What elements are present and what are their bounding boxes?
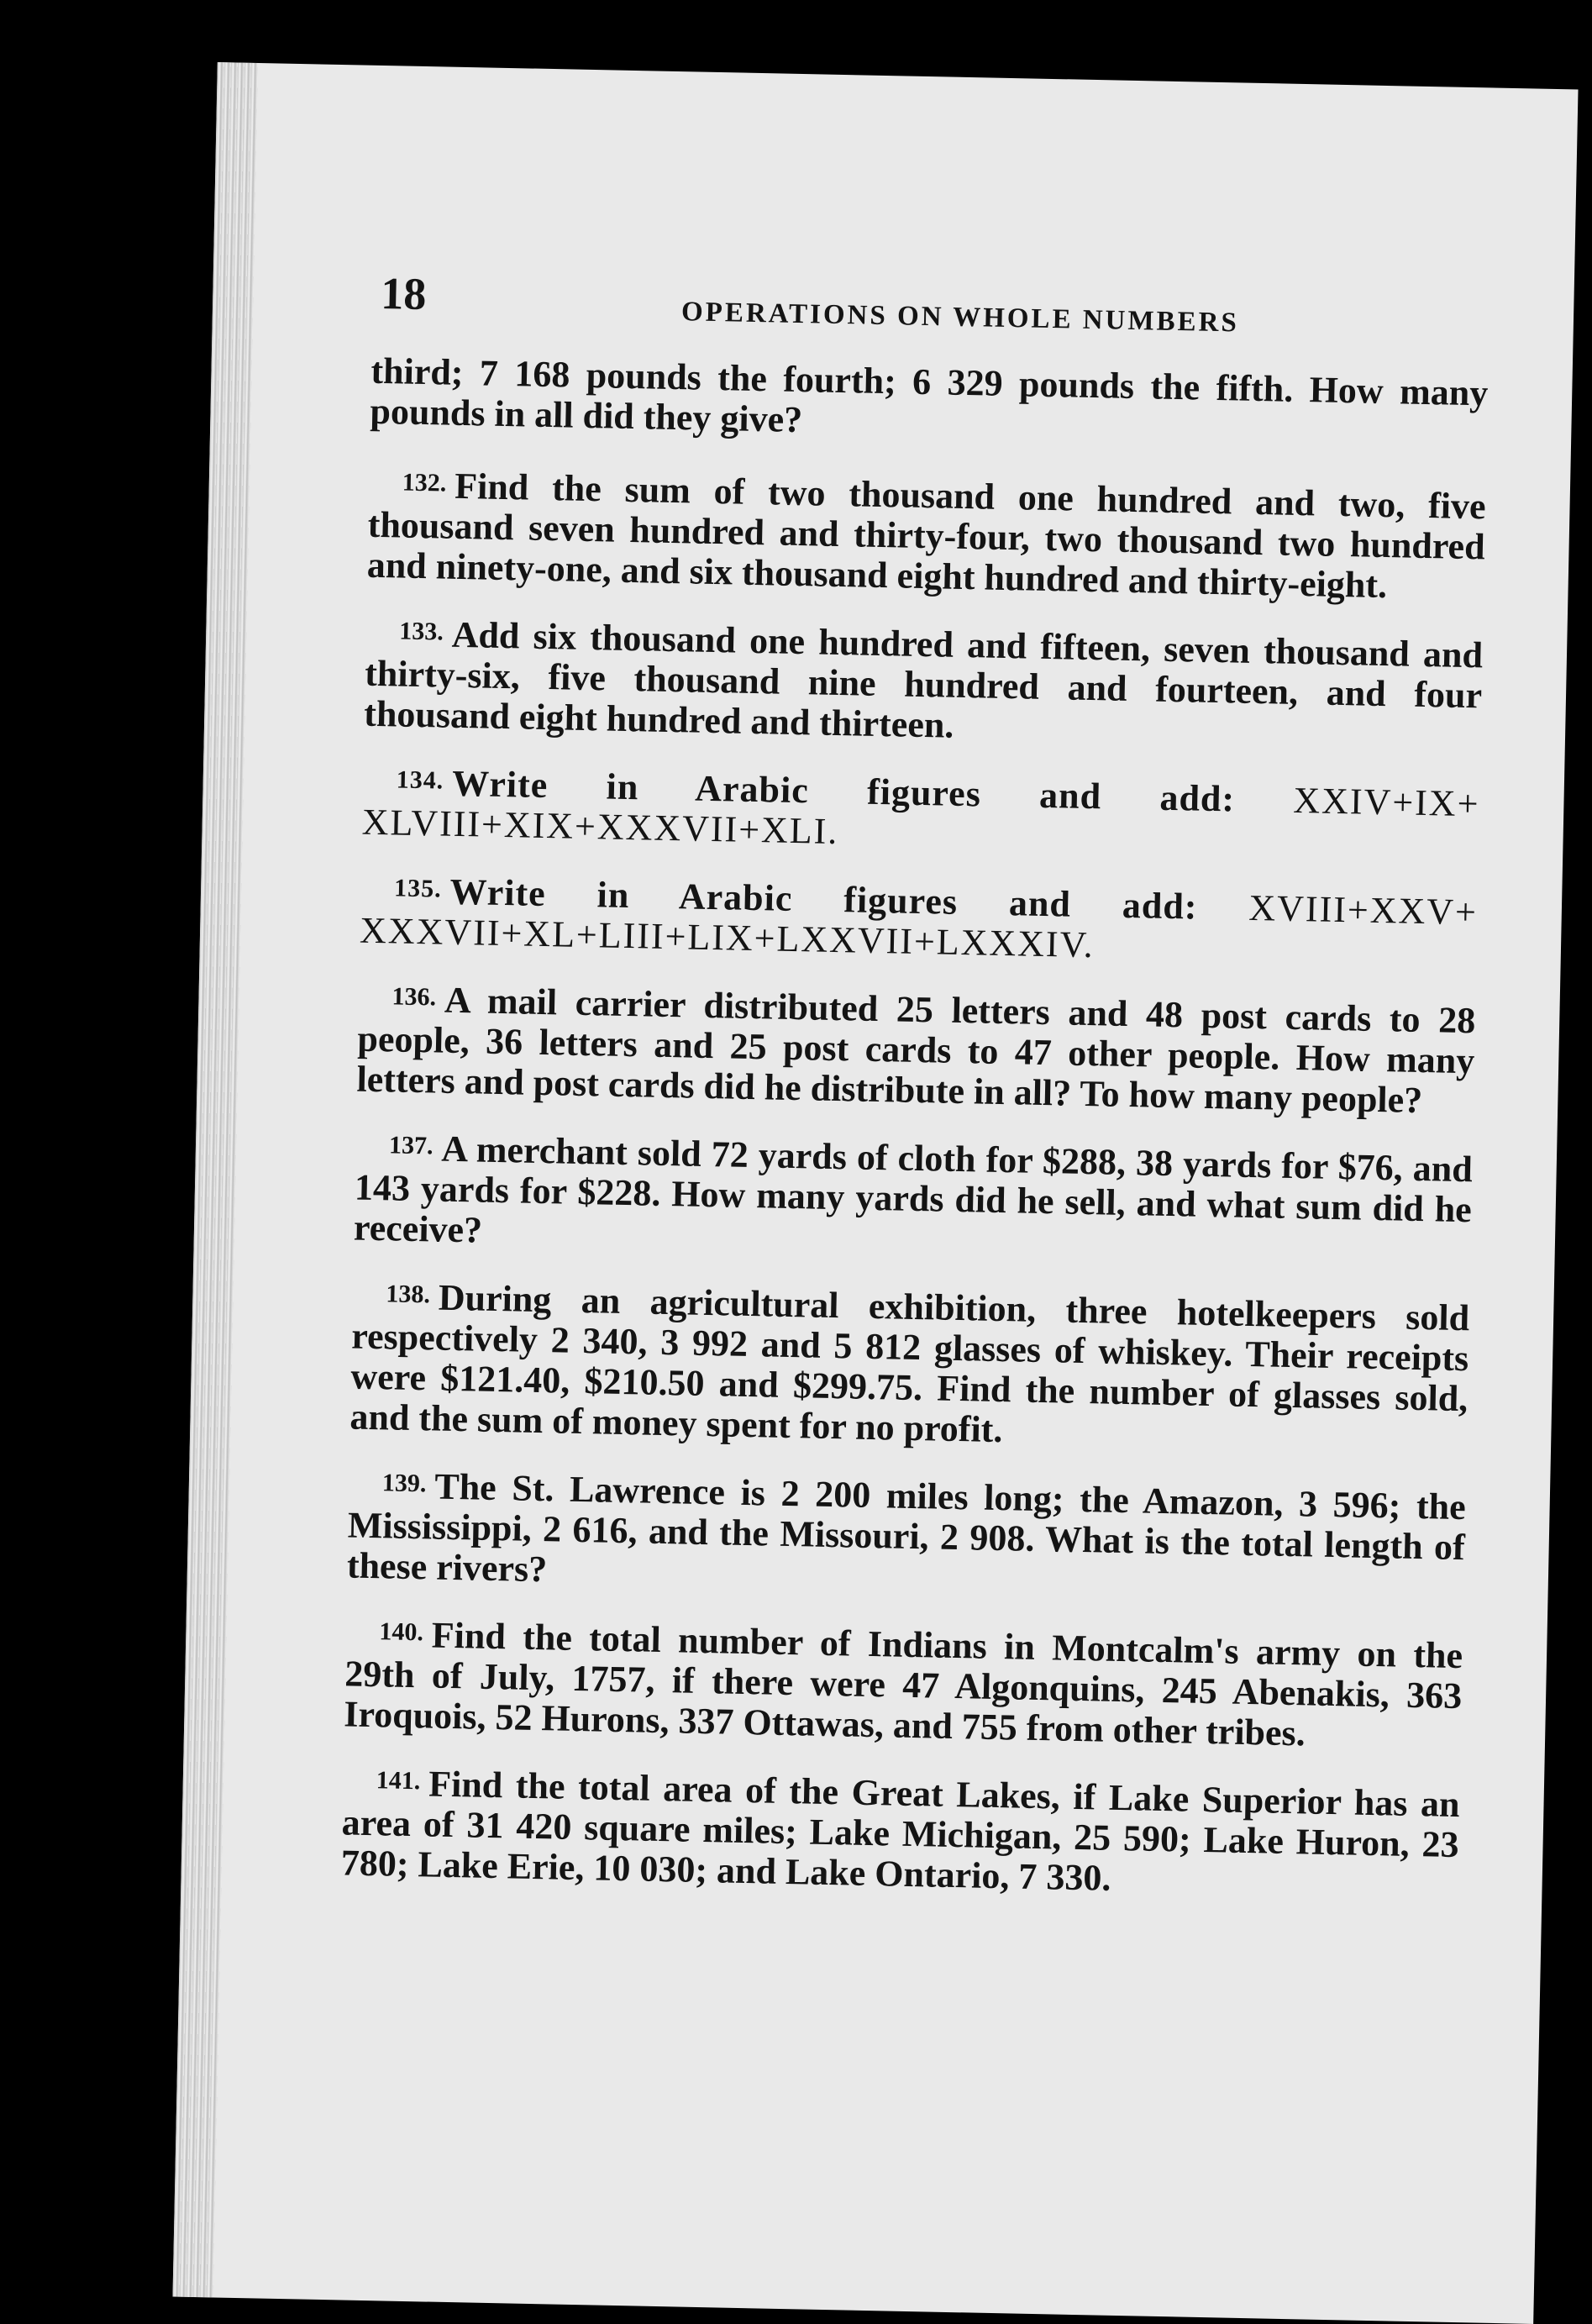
problem-text: Find the total area of the Great Lakes, if Lake Superior has an area of 31 420 square miles; Lake Michigan, 25 590; Lake Huron, 23 780; Lake Erie, 10 030; and Lake Ontario, 7 330. [340,1763,1461,1899]
problem-text: The St. Lawrence is 2 200 miles long; the Amazon, 3 596; the Mississippi, 2 616, and the Missouri, 2 908. What is the total length of these rivers? [346,1465,1467,1591]
problem-139 [346,1462,1466,1608]
problem-number: 140. [379,1617,424,1647]
problem-number: 137. [388,1131,433,1160]
problem-135 [360,868,1479,974]
problem-text: A merchant sold 72 yards of cloth for $288, 38 yards for $76, and 143 yards for $228. How many yards did he sell, and what sum did he receive? [353,1128,1474,1251]
problem-133 [364,611,1484,757]
problem-number: 133. [398,617,444,646]
problem-number: 135. [393,874,442,903]
problem-132 [366,462,1486,608]
problem-text: Find the sum of two thousand one hundred and two, five thousand seven hundred and thirty-four, two thousand two hundred and ninety-one, and six thousand eight hundred and thirty-eight. [366,465,1487,607]
problem-134 [361,760,1480,865]
page-body [340,351,1489,1931]
page-number: 18 [380,267,427,320]
running-head: OPERATIONS ON WHOLE NUMBERS [680,297,1240,339]
problem-text: A mail carrier distributed 25 letters and 48 post cards to 28 people, 36 letters and 25 post cards to 47 other people. How many letters and post cards did he distribute in all? To how many people? [356,979,1476,1122]
page-binding-edge [172,62,257,2297]
continued-problem-text: third; 7 168 pounds the fourth; 6 329 pounds the fifth. How many pounds in all did they give? [370,350,1489,441]
problem-137 [354,1125,1474,1271]
problem-140 [344,1611,1463,1757]
problem-136 [356,976,1476,1123]
roman-numeral-expression: XXIV+IX+ XLVIII+XIX+XXXVII+XLI. [361,779,1480,853]
page-header [380,267,1540,358]
problem-text: During an agricultural exhibition, three hotelkeepers sold respectively 2 340, 3 992 and 5 812 glasses of whiskey. Their receipts were $121.40, $210.50 and $299.75. Find the number of glasses sold, and the sum of money spent for no profit. [349,1276,1470,1451]
problem-text: Write in Arabic figures and add: [449,870,1198,928]
problem-number: 134. [396,765,444,795]
roman-numeral-expression: XVIII+XXV+ XXXVII+XL+LIII+LIX+LXXVII+LXXXIV. [359,886,1479,966]
problem-number: 132. [402,468,447,497]
problem-text: Find the total number of Indians in Montcalm's army on the 29th of July, 1757, if there were 47 Algonquins, 245 Abenakis, 363 Iroquois, 52 Hurons, 337 Ottawas, and 755 from other tribes. [343,1614,1463,1754]
problem-141 [340,1759,1460,1906]
problem-number: 136. [391,982,437,1012]
problem-number: 138. [386,1280,431,1309]
book-page [172,62,1578,2324]
problem-number: 141. [376,1766,421,1796]
problem-138 [349,1274,1470,1460]
problem-text: Add six thousand one hundred and fifteen, seven thousand and thirty-six, five thousand nine hundred and fourteen, and four thousand eight hundred and thirteen. [363,613,1484,746]
problem-text: Write in Arabic figures and add: [451,762,1236,820]
problem-number: 139. [381,1469,427,1498]
